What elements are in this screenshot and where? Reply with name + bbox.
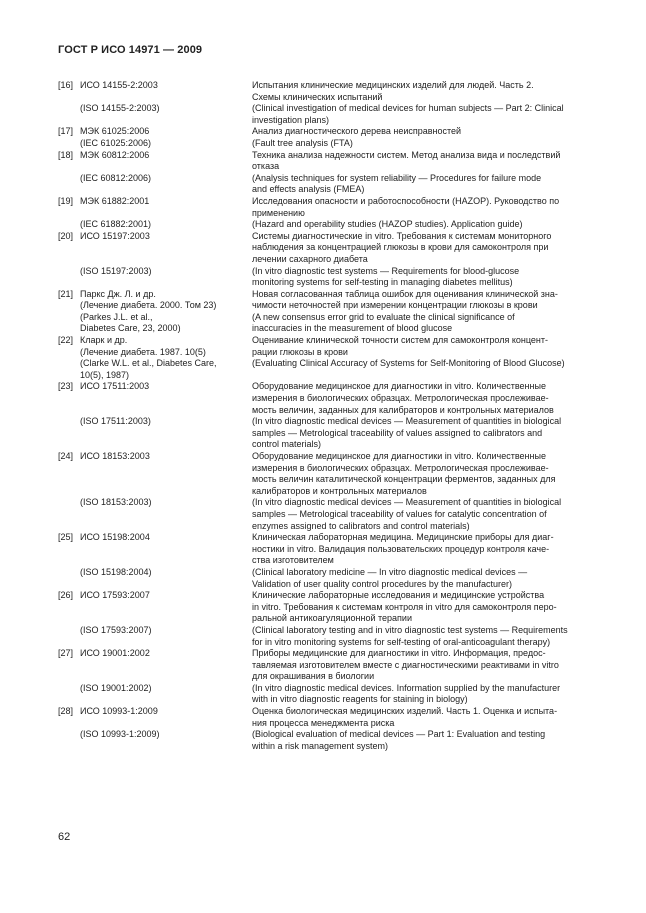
reference-description-line: for in vitro monitoring systems for self-testing of oral-anticoagulant therapy) <box>252 636 551 647</box>
reference-source-line: (Лечение диабета. 1987. 10(5) <box>80 346 206 357</box>
page-number: 62 <box>58 831 71 843</box>
reference-description-line: (Hazard and operability studies (HAZOP studies). Application guide) <box>252 219 523 230</box>
reference-number <box>58 567 80 590</box>
reference-description-line: калибраторов и контрольных материалов <box>252 485 427 496</box>
reference-description <box>252 231 594 266</box>
reference-number <box>58 103 80 126</box>
reference-source-line: (ISO 18153:2003) <box>80 497 152 508</box>
reference-description <box>252 266 594 289</box>
reference-source-line: (Parkes J.L. et al., <box>80 311 153 322</box>
reference-description <box>252 567 594 590</box>
reference-description-line: тавляемая изготовителем вместе с диагностическими реактивами in vitro <box>252 659 559 670</box>
reference-source-line: МЭК 61025:2006 <box>80 126 150 137</box>
reference-description-line: для окрашивания в биологии <box>252 671 375 682</box>
reference-source-line: Diabetes Care, 23, 2000) <box>80 323 181 334</box>
reference-entry <box>58 706 594 729</box>
reference-source <box>80 103 252 126</box>
reference-source <box>80 173 252 196</box>
reference-description-line: Приборы медицинские для диагностики in vitro. Информация, предос- <box>252 648 546 659</box>
reference-description-line: мость величин, заданных для калибраторов и контрольных материалов <box>252 404 554 415</box>
reference-entry <box>58 683 594 706</box>
reference-description-line: мость величин каталитической концентрации ферментов, заданных для <box>252 474 556 485</box>
reference-description-line: Испытания клинические медицинских изделий для людей. Часть 2. <box>252 80 534 90</box>
reference-number <box>58 219 80 231</box>
reference-source-line: (ISO 17593:2007) <box>80 624 152 635</box>
reference-number: [19] <box>58 195 74 206</box>
reference-number <box>58 173 80 196</box>
reference-source <box>80 80 252 103</box>
reference-description <box>252 219 594 231</box>
reference-description-line: чимости неточностей при измерении концентрации глюкозы в крови <box>252 300 538 311</box>
reference-description <box>252 150 594 173</box>
reference-source <box>80 532 252 567</box>
reference-source <box>80 289 252 335</box>
reference-number <box>58 266 80 289</box>
reference-description-line: измерения в биологических образцах. Метрологическая прослеживае- <box>252 393 549 404</box>
reference-description-line: (Fault tree analysis (FTA) <box>252 137 353 148</box>
reference-description-line: Оценивание клинической точности систем для самоконтроля концент- <box>252 335 549 346</box>
reference-source <box>80 497 252 532</box>
reference-description-line: control materials) <box>252 439 322 450</box>
reference-description <box>252 706 594 729</box>
reference-source <box>80 126 252 138</box>
reference-entry <box>58 231 594 266</box>
reference-entry <box>58 497 594 532</box>
reference-number: [17] <box>58 126 74 137</box>
reference-source <box>80 381 252 416</box>
reference-source-line: (ISO 17511:2003) <box>80 416 151 427</box>
reference-entry <box>58 138 594 150</box>
reference-description-line: Клиническая лабораторная медицина. Медицинские приборы для диаг- <box>252 532 554 543</box>
reference-description-line: (In vitro diagnostic test systems — Requirements for blood-glucose <box>252 265 520 276</box>
reference-number: [21] <box>58 288 74 299</box>
reference-description <box>252 451 594 497</box>
reference-source <box>80 138 252 150</box>
reference-description <box>252 532 594 567</box>
reference-entry <box>58 103 594 126</box>
reference-number <box>58 138 80 150</box>
reference-description-line: Системы диагностические in vitro. Требования к системам мониторного <box>252 230 552 241</box>
reference-number <box>58 497 80 532</box>
reference-description <box>252 126 594 138</box>
reference-description-line: Оборудование медицинское для диагностики in vitro. Количественные <box>252 451 546 461</box>
reference-number: [26] <box>58 590 74 601</box>
reference-number: [16] <box>58 80 74 90</box>
reference-entry <box>58 729 594 752</box>
reference-description-line: Анализ диагностического дерева неисправностей <box>252 126 462 137</box>
reference-description-line: Validation of user quality control procedures by the manufacturer) <box>252 578 512 589</box>
reference-description <box>252 173 594 196</box>
reference-source-line: ИСО 19001:2002 <box>80 648 150 659</box>
reference-description <box>252 729 594 752</box>
reference-description-line: samples — Metrological traceability of values for catalytic concentration of <box>252 508 547 519</box>
reference-description-line: and effects analysis (FMEA) <box>252 184 365 195</box>
reference-source <box>80 648 252 683</box>
reference-entry <box>58 567 594 590</box>
reference-description-line: Схемы клинических испытаний <box>252 91 383 102</box>
reference-description-line: investigation plans) <box>252 114 330 125</box>
reference-number: [18] <box>58 149 74 160</box>
reference-description-line: измерения в биологических образцах. Метрологическая прослеживае- <box>252 462 549 473</box>
reference-source-line: (ISO 15197:2003) <box>80 265 152 276</box>
reference-description-line: применению <box>252 207 305 218</box>
reference-source-line: (IEC 61025:2006) <box>80 137 152 148</box>
reference-source-line: ИСО 17593:2007 <box>80 590 150 601</box>
reference-description-line: (Evaluating Clinical Accuracy of Systems for Self-Monitoring of Blood Glucose) <box>252 358 565 369</box>
reference-source-line: МЭК 61882:2001 <box>80 195 150 206</box>
reference-entry <box>58 126 594 138</box>
reference-description-line: Исследования опасности и работоспособности (HAZOP). Руководство по <box>252 195 560 206</box>
reference-description-line: inaccuracies in the measurement of blood glucose <box>252 323 453 334</box>
reference-source <box>80 196 252 219</box>
reference-description-line: ральной антикоагуляционной терапии <box>252 613 412 624</box>
reference-description <box>252 648 594 683</box>
reference-entry <box>58 532 594 567</box>
reference-description <box>252 625 594 648</box>
reference-source <box>80 150 252 173</box>
reference-number: [27] <box>58 648 74 659</box>
reference-source-line: ИСО 17511:2003 <box>80 381 150 392</box>
reference-source-line: (Clarke W.L. et al., Diabetes Care, <box>80 358 217 369</box>
reference-entry <box>58 80 594 103</box>
reference-description-line: лечении сахарного диабета <box>252 253 368 264</box>
reference-description-line: Оборудование медицинское для диагностики in vitro. Количественные <box>252 381 546 392</box>
reference-entry <box>58 416 594 451</box>
reference-entry <box>58 451 594 497</box>
reference-entry <box>58 219 594 231</box>
reference-description <box>252 289 594 335</box>
reference-description-line: наблюдения за концентрацией глюкозы в крови для самоконтроля при <box>252 242 549 253</box>
reference-source <box>80 683 252 706</box>
reference-source-line: ИСО 10993-1:2009 <box>80 706 158 717</box>
reference-source-line: ИСО 18153:2003 <box>80 451 150 461</box>
reference-source-line: ИСО 15197:2003 <box>80 230 150 241</box>
reference-description-line: Новая согласованная таблица ошибок для оценивания клинической зна- <box>252 288 558 299</box>
reference-description <box>252 416 594 451</box>
reference-number: [23] <box>58 381 74 392</box>
reference-description-line: (Clinical investigation of medical devices for human subjects — Part 2: Clinical <box>252 103 564 114</box>
reference-source-line: (ISO 15198:2004) <box>80 566 152 577</box>
reference-description-line: (Biological evaluation of medical devices — Part 1: Evaluation and testing <box>252 729 546 740</box>
reference-entry <box>58 173 594 196</box>
reference-source <box>80 706 252 729</box>
reference-number <box>58 416 80 451</box>
reference-description-line: ства изготовителем <box>252 555 334 566</box>
reference-source <box>80 729 252 752</box>
reference-entry <box>58 648 594 683</box>
reference-entry <box>58 625 594 648</box>
reference-description-line: ния процесса менеджмента риска <box>252 717 395 728</box>
reference-entry <box>58 196 594 219</box>
reference-source <box>80 590 252 625</box>
reference-number: [24] <box>58 451 74 461</box>
reference-description-line: рации глюкозы в крови <box>252 346 348 357</box>
reference-number: [28] <box>58 706 74 717</box>
reference-description-line: (Clinical laboratory medicine — In vitro diagnostic medical devices — <box>252 566 528 577</box>
reference-description <box>252 335 594 381</box>
reference-source-line: (IEC 60812:2006) <box>80 172 152 183</box>
reference-description-line: (In vitro diagnostic medical devices — Measurement of quantities in biological <box>252 497 562 508</box>
reference-source <box>80 416 252 451</box>
reference-description-line: (A new consensus error grid to evaluate the clinical significance of <box>252 311 515 322</box>
reference-source-line: МЭК 60812:2006 <box>80 149 150 160</box>
reference-source-line: Кларк и др. <box>80 335 128 346</box>
reference-description-line: Оценка биологическая медицинских изделий. Часть 1. Оценка и испыта- <box>252 706 558 717</box>
reference-source <box>80 231 252 266</box>
reference-description <box>252 80 594 103</box>
reference-description <box>252 138 594 150</box>
reference-description <box>252 196 594 219</box>
reference-source <box>80 625 252 648</box>
reference-entry <box>58 590 594 625</box>
reference-entry <box>58 266 594 289</box>
reference-description-line: (Clinical laboratory testing and in vitro diagnostic test systems — Requirements <box>252 624 568 635</box>
reference-source-line: (ISO 19001:2002) <box>80 682 152 693</box>
reference-description-line: (Analysis techniques for system reliability — Procedures for failure mode <box>252 172 542 183</box>
reference-description <box>252 683 594 706</box>
reference-source-line: (Лечение диабета. 2000. Том 23) <box>80 300 217 311</box>
reference-description <box>252 497 594 532</box>
reference-source <box>80 335 252 381</box>
reference-source <box>80 219 252 231</box>
reference-description <box>252 103 594 126</box>
reference-entry <box>58 150 594 173</box>
reference-source-line: (ISO 10993-1:2009) <box>80 729 160 740</box>
reference-description <box>252 381 594 416</box>
reference-description-line: monitoring systems for self-testing in managing diabetes mellitus) <box>252 277 513 288</box>
reference-number: [25] <box>58 532 74 543</box>
reference-description-line: Техника анализа надежности систем. Метод анализа вида и последствий <box>252 149 561 160</box>
reference-description <box>252 590 594 625</box>
reference-description-line: Клинические лабораторные исследования и медицинские устройства <box>252 590 545 601</box>
reference-source-line: (IEC 61882:2001) <box>80 219 152 230</box>
reference-entry <box>58 381 594 416</box>
reference-source <box>80 567 252 590</box>
reference-number: [20] <box>58 230 74 241</box>
reference-description-line: enzymes assigned to calibrators and control materials) <box>252 520 470 531</box>
reference-source-line: ИСО 15198:2004 <box>80 532 150 543</box>
reference-source <box>80 451 252 497</box>
reference-source <box>80 266 252 289</box>
reference-description-line: (In vitro diagnostic medical devices — Measurement of quantities in biological <box>252 416 562 427</box>
reference-description-line: with in vitro diagnostic reagents for staining in biology) <box>252 694 468 705</box>
reference-description-line: (In vitro diagnostic medical devices. Information supplied by the manufacturer <box>252 682 561 693</box>
reference-description-line: ностики in vitro. Валидация пользовательских процедур контроля каче- <box>252 543 550 554</box>
reference-list <box>58 80 594 752</box>
reference-source-line: 10(5), 1987) <box>80 369 130 380</box>
reference-entry <box>58 335 594 381</box>
reference-source-line: ИСО 14155-2:2003 <box>80 80 158 90</box>
reference-number <box>58 683 80 706</box>
reference-description-line: отказа <box>252 161 280 172</box>
reference-description-line: within a risk management system) <box>252 740 389 751</box>
reference-number <box>58 625 80 648</box>
reference-description-line: in vitro. Требования к системам контроля in vitro для самоконтроля перо- <box>252 601 557 612</box>
reference-number <box>58 729 80 752</box>
page-header: ГОСТ Р ИСО 14971 — 2009 <box>58 44 203 56</box>
reference-source-line: (ISO 14155-2:2003) <box>80 103 160 114</box>
reference-source-line: Паркс Дж. Л. и др. <box>80 288 156 299</box>
reference-description-line: samples — Metrological traceability of values assigned to calibrators and <box>252 427 543 438</box>
reference-number: [22] <box>58 335 74 346</box>
reference-entry <box>58 289 594 335</box>
